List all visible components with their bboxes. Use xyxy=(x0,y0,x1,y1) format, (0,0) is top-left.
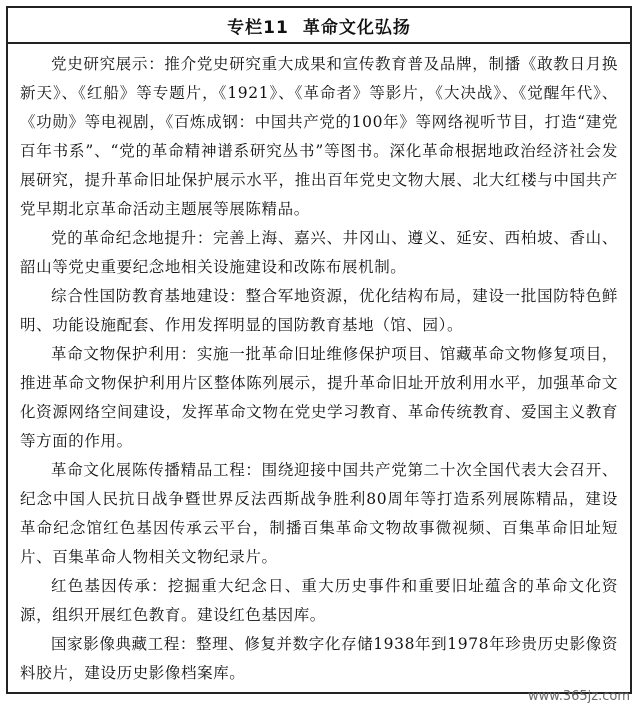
paragraph-lead: 革命文化展陈传播精品工程： xyxy=(51,461,262,479)
paragraph-body: 整理、修复并数字化存储1938年到1978年珍贵历史影像资料胶片，建设历史影像档案库。 xyxy=(20,635,619,682)
column-title xyxy=(8,8,630,44)
paragraph-relics-protection xyxy=(20,340,618,456)
paragraph-red-gene xyxy=(20,572,618,630)
paragraph-lead: 综合性国防教育基地建设： xyxy=(51,287,246,305)
paragraph-body: 实施一批革命旧址维修保护项目、馆藏革命文物修复项目，推进革命文物保护利用片区整体陈列展示，提升革命旧址开放利用水平，加强革命文化资源网络空间建设，发挥革命文物在党史学习教育、革命传统教育、爱国主义教育等方面的作用。 xyxy=(20,345,618,450)
paragraph-lead: 党史研究展示： xyxy=(51,55,165,73)
column-box xyxy=(6,6,632,694)
paragraph-lead: 革命文物保护利用： xyxy=(51,345,197,363)
watermark: www.365jz.com xyxy=(528,689,630,704)
paragraph-lead: 国家影像典藏工程： xyxy=(51,635,196,653)
paragraph-body: 挖掘重大纪念日、重大历史事件和重要旧址蕴含的革命文化资源，组织开展红色教育。建设红色基因库。 xyxy=(20,577,618,624)
paragraph-film-archive xyxy=(20,630,618,688)
paragraph-body: 整合军地资源，优化结构布局，建设一批国防特色鲜明、功能设施配套、作用发挥明显的国防教育基地（馆、园）。 xyxy=(20,287,618,334)
paragraph-lead: 红色基因传承： xyxy=(51,577,168,595)
paragraph-lead: 党的革命纪念地提升： xyxy=(51,229,214,247)
column-number: 专栏11 xyxy=(227,17,289,38)
column-title-text: 革命文化弘扬 xyxy=(302,17,411,38)
paragraph-body: 完善上海、嘉兴、井冈山、遵义、延安、西柏坡、香山、韶山等党史重要纪念地相关设施建设和改陈布展机制。 xyxy=(20,229,618,276)
paragraph-exhibition-project xyxy=(20,456,618,572)
paragraph-party-history xyxy=(20,50,618,224)
paragraph-memorial-sites xyxy=(20,224,618,282)
paragraph-defense-education xyxy=(20,282,618,340)
paragraph-body: 推介党史研究重大成果和宣传教育普及品牌，制播《敢教日月换新天》、《红船》等专题片，《1921》、《革命者》等影片，《大决战》、《觉醒年代》、《功勋》等电视剧，《百炼成钢：中国共产党的100年》等网络视听节目，打造“建党百年书系”、“党的革命精神谱系研究丛书”等图书。深化革命根据地政治经济社会发展研究，提升革命旧址保护展示水平，推出百年党史文物大展、北大红楼与中国共产党早期北京革命活动主题展等展陈精品。 xyxy=(20,55,618,218)
paragraph-body: 围绕迎接中国共产党第二十次全国代表大会召开、纪念中国人民抗日战争暨世界反法西斯战争胜利80周年等打造系列展陈精品，建设革命纪念馆红色基因传承云平台，制播百集革命文物故事微视频、百集革命旧址短片、百集革命人物相关文物纪录片。 xyxy=(20,461,618,566)
column-content xyxy=(8,44,630,688)
